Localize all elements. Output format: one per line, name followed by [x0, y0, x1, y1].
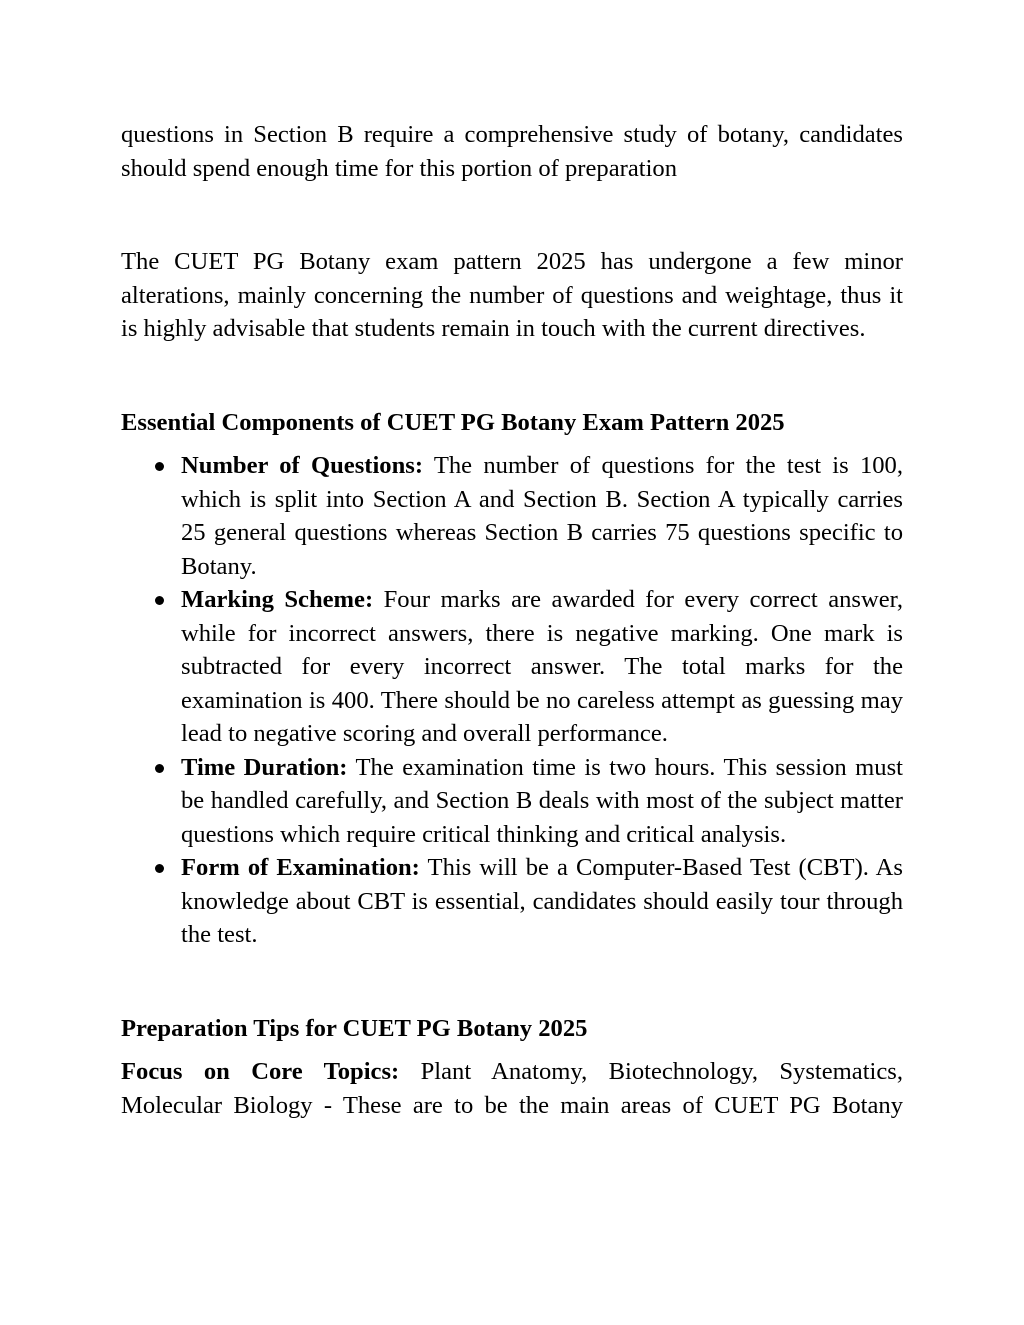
list-item-label: Number of Questions: [181, 452, 424, 479]
list-item-text: Four marks are awarded for every correct answer, while for incorrect answers, there is negative marking. One mark is subtracted for every incorrect answer. The total marks for the examination is 400. There should be no careless attempt as guessing may lead to negative scoring and overall performance. [181, 586, 904, 747]
tips-paragraph [121, 1055, 903, 1122]
bullet-icon [155, 596, 164, 605]
components-heading: Essential Components of CUET PG Botany Exam Pattern 2025 [121, 408, 785, 436]
bullet-icon [155, 864, 164, 873]
list-item-number-of-questions [121, 449, 903, 583]
components-list [121, 449, 903, 952]
tips-label: Focus on Core Topics: [121, 1058, 400, 1085]
list-item-marking-scheme [121, 583, 903, 751]
list-item-label: Marking Scheme: [181, 586, 374, 613]
list-item-text: The number of questions for the test is 100, which is split into Section A and Section B. Section A typically carries 25 general questions whereas Section B carries 75 questions specific to Botany. [181, 452, 903, 580]
tips-heading: Preparation Tips for CUET PG Botany 2025 [121, 1014, 588, 1042]
list-item-time-duration [121, 751, 903, 852]
bullet-icon [155, 462, 164, 471]
pattern-paragraph: The CUET PG Botany exam pattern 2025 has undergone a few minor alterations, mainly concerning the number of questions and weightage, thus it is highly advisable that students remain in touch with the current directives. [121, 248, 903, 342]
tips-text: Plant Anatomy, Biotechnology, Systematics, Molecular Biology - These are to be the main areas of CUET PG Botany [121, 1058, 903, 1119]
list-item-form-of-examination [121, 851, 903, 952]
bullet-icon [155, 764, 164, 773]
list-item-label: Form of Examination: [181, 854, 420, 881]
list-item-label: Time Duration: [181, 753, 348, 781]
list-item-text: The examination time is two hours. This session must be handled carefully, and Section B deals with most of the subject matter questions which require critical thinking and critical analysis. [181, 753, 903, 848]
list-item-text: This will be a Computer-Based Test (CBT). As knowledge about CBT is essential, candidates should easily tour through the test. [181, 854, 903, 948]
intro-paragraph: questions in Section B require a comprehensive study of botany, candidates should spend enough time for this portion of preparation [121, 121, 903, 182]
document-page [121, 118, 903, 1122]
